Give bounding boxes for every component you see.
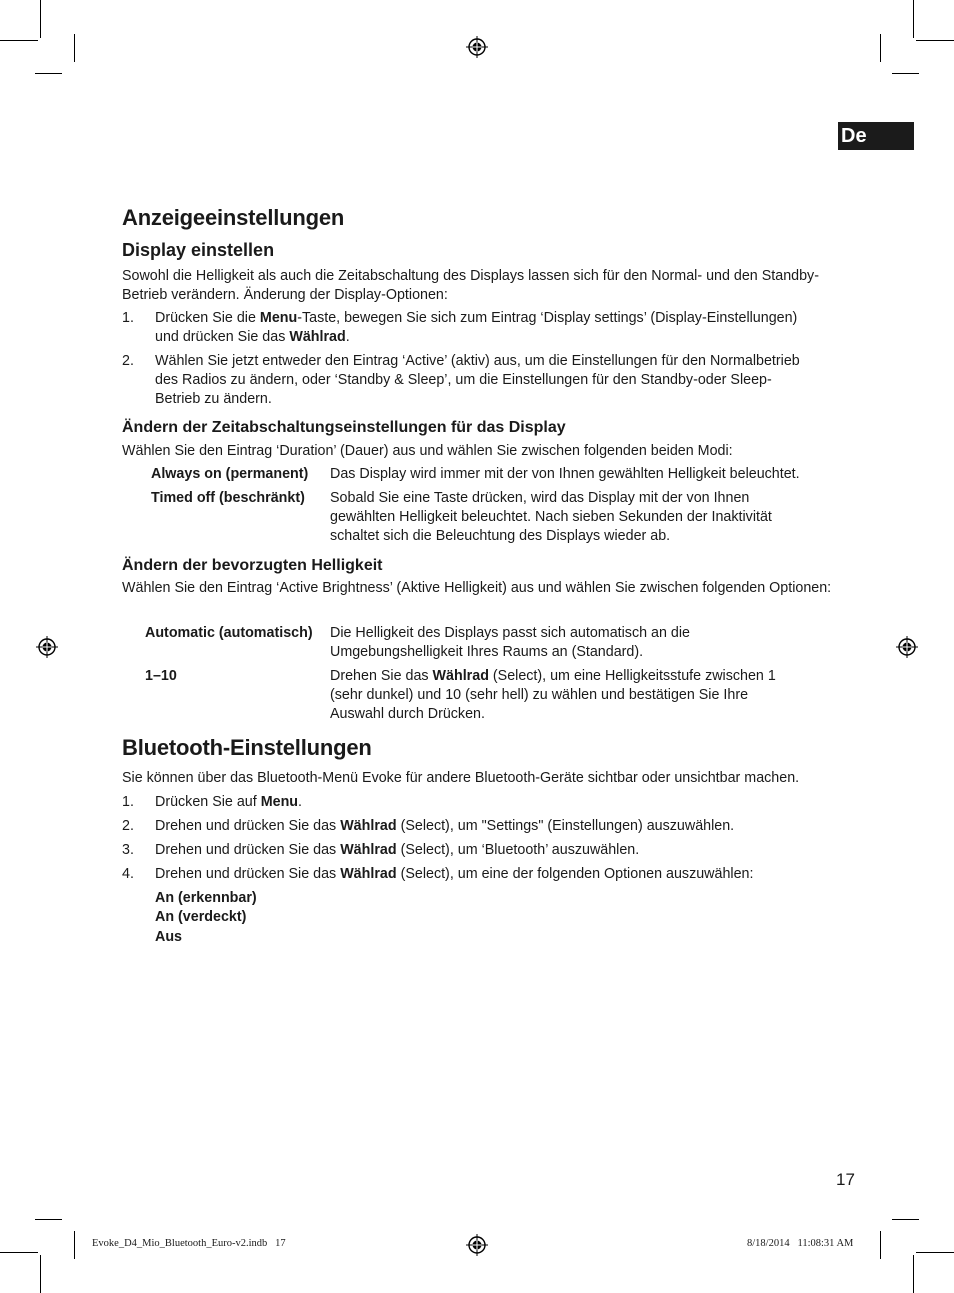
- definition-description: Die Helligkeit des Displays passt sich automatisch an die Umgebungshelligkeit Ihres Raums an (Standard).: [330, 625, 690, 660]
- crop-mark: [880, 34, 881, 62]
- bluetooth-option: Aus: [155, 929, 183, 945]
- list-number: 4.: [122, 866, 134, 882]
- crop-mark: [40, 1255, 41, 1293]
- section-title-display: Anzeigeeinstellungen: [122, 205, 345, 230]
- registration-mark-icon: [466, 36, 488, 58]
- list-text: Drehen und drücken Sie das Wählrad (Select), um eine der folgenden Optionen auszuwählen:: [155, 866, 754, 882]
- crop-mark: [892, 1219, 919, 1220]
- list-text: Drehen und drücken Sie das Wählrad (Select), um "Settings" (Einstellungen) auszuwählen.: [155, 818, 735, 834]
- footer-timestamp: 8/18/2014 11:08:31 AM: [747, 1238, 854, 1249]
- crop-mark: [913, 1255, 914, 1293]
- crop-mark: [0, 40, 38, 41]
- intro-paragraph: Sowohl die Helligkeit als auch die Zeitabschaltung des Displays lassen sich für den Normal- und den Standby-Betrieb verändern. Änderung der Display-Optionen:: [122, 268, 819, 303]
- list-text: Wählen Sie jetzt entweder den Eintrag ‘Active’ (aktiv) aus, um die Einstellungen für den Normalbetrieb des Radios zu ändern, oder ‘Standby & Sleep’, um die Einstellungen für den Standby-oder Sleep-Betrieb zu ändern.: [155, 353, 800, 407]
- crop-mark: [35, 73, 62, 74]
- crop-mark: [74, 1231, 75, 1259]
- list-text: Drehen und drücken Sie das Wählrad (Select), um ‘Bluetooth’ auszuwählen.: [155, 842, 640, 858]
- definition-description: Drehen Sie das Wählrad (Select), um eine Helligkeitsstufe zwischen 1 (sehr dunkel) und 10 (sehr hell) zu wählen und bestätigen Sie Ihre Auswahl durch Drücken.: [330, 668, 776, 722]
- registration-mark-icon: [896, 636, 918, 658]
- bluetooth-intro: Sie können über das Bluetooth-Menü Evoke für andere Bluetooth-Geräte sichtbar oder unsichtbar machen.: [122, 770, 800, 786]
- timeout-intro: Wählen Sie den Eintrag ‘Duration’ (Dauer) aus und wählen Sie zwischen folgenden beiden Modi:: [122, 443, 733, 459]
- list-number: 2.: [122, 353, 134, 369]
- crop-mark: [74, 34, 75, 62]
- definition-description: Sobald Sie eine Taste drücken, wird das Display mit der von Ihnen gewählten Helligkeit beleuchtet. Nach sieben Sekunden der Inaktivität schaltet sich die Beleuchtung des Displays wieder ab.: [330, 490, 772, 544]
- crop-mark: [0, 1252, 38, 1253]
- subsection-title-brightness: Ändern der bevorzugten Helligkeit: [122, 557, 383, 574]
- crop-mark: [916, 40, 954, 41]
- crop-mark: [892, 73, 919, 74]
- definition-term: Always on (permanent): [151, 466, 309, 482]
- section-title-bluetooth: Bluetooth-Einstellungen: [122, 735, 372, 760]
- subsection-title-display: Display einstellen: [122, 240, 275, 260]
- definition-term: 1–10: [145, 668, 177, 684]
- crop-mark: [35, 1219, 62, 1220]
- registration-mark-icon: [466, 1234, 488, 1256]
- registration-mark-icon: [36, 636, 58, 658]
- list-number: 1.: [122, 310, 134, 326]
- crop-mark: [916, 1252, 954, 1253]
- list-number: 2.: [122, 818, 134, 834]
- list-text: Drücken Sie auf Menu.: [155, 794, 303, 810]
- footer-filename: Evoke_D4_Mio_Bluetooth_Euro-v2.indb 17: [92, 1238, 286, 1249]
- crop-mark: [40, 0, 41, 38]
- definition-term: Timed off (beschränkt): [151, 490, 305, 506]
- definition-term: Automatic (automatisch): [145, 625, 313, 641]
- list-text: Drücken Sie die Menu-Taste, bewegen Sie sich zum Eintrag ‘Display settings’ (Display-Einstellungen) und drücken Sie das Wählrad.: [155, 310, 798, 345]
- page-number: 17: [836, 1170, 855, 1189]
- definition-description: Das Display wird immer mit der von Ihnen gewählten Helligkeit beleuchtet.: [330, 466, 800, 482]
- bluetooth-option: An (verdeckt): [155, 909, 247, 925]
- brightness-intro: Wählen Sie den Eintrag ‘Active Brightness’ (Aktive Helligkeit) aus und wählen Sie zwischen folgenden Optionen:: [122, 580, 832, 596]
- list-number: 1.: [122, 794, 134, 810]
- list-number: 3.: [122, 842, 134, 858]
- bluetooth-option: An (erkennbar): [155, 890, 257, 906]
- language-tab: De: [838, 122, 914, 150]
- crop-mark: [913, 0, 914, 38]
- crop-mark: [880, 1231, 881, 1259]
- subsection-title-timeout: Ändern der Zeitabschaltungseinstellungen für das Display: [122, 419, 566, 436]
